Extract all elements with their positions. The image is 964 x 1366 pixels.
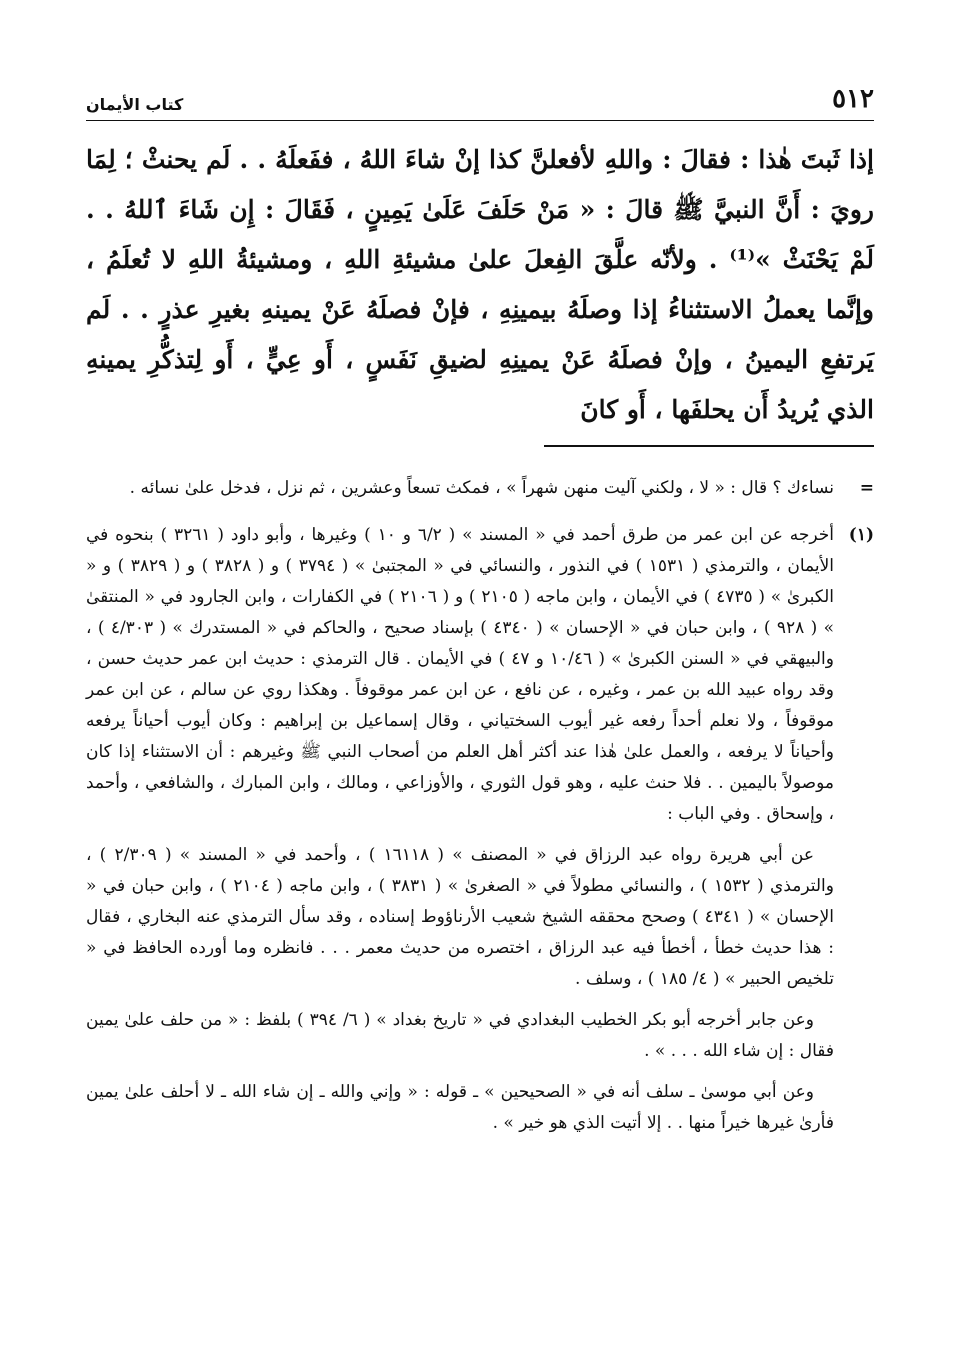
- footnote-paragraph: عن أبي هريرة رواه عبد الرزاق في « المصنف » ( ١٦١١٨ ) ، وأحمد في « المسند » ( ٢/٣٠٩ ) ، والترمذي ( ١٥٣٢ ) ، والنسائي مطولاً في « الصغرىٰ » ( ٣٨٣١ ) ، وابن ماجه ( ٢١٠٤ ) ، وابن حبان في « الإحسان » ( ٤٣٤١ ) وصحح محققه الشيخ شعيب الأرناؤوط إسناده ، وقد سأل الترمذي عنه البخاري ، فقال : هذا حديث خطأ ، أخطأ فيه عبد الرزاق ، اختصره من حديث معمر . . . فانظره وما أورده الحافظ في « تلخيص الحبير » ( ٤/ ١٨٥ ) ، وسلف .: [86, 845, 834, 989]
- footnote-paragraph: وعن أبي موسىٰ ـ سلف أنه في « الصحيحين » ـ قوله : « وإني والله ـ إن شاء الله ـ لا أحلف علىٰ يمين فأرىٰ غيرها خيراً منها . . إلا أتيت الذي هو خير » .: [86, 1082, 834, 1133]
- footnote-mark: (١): [848, 525, 874, 545]
- page-number: ٥١٢: [832, 84, 874, 114]
- footnote-mark: =: [859, 478, 874, 498]
- section-lead: إذا ثَبتَ هٰذا :: [740, 145, 874, 174]
- running-title: كتاب الأيمان: [86, 95, 184, 114]
- book-page: [86, 80, 874, 1155]
- footnotes: [86, 473, 874, 1149]
- footnote-body: [86, 473, 834, 514]
- footnote-paragraph: نساءك ؟ قال : « لا ، ولكني آليت منهن شهراً » ، فمكث تسعاً وعشرين ، ثم نزل ، فدخل علىٰ نسائه .: [129, 478, 834, 498]
- footnote-separator: [544, 445, 874, 447]
- footnote-1: [86, 520, 874, 1149]
- page-header: [86, 80, 874, 121]
- main-text: [86, 135, 874, 435]
- footnote-paragraph: وعن جابر أخرجه أبو بكر الخطيب البغدادي في « تاريخ بغداد » ( ٦/ ٣٩٤ ) بلفظ : « من حلف علىٰ يمين فقال : إن شاء الله . . . » .: [86, 1010, 834, 1061]
- footnote-continued: [86, 473, 874, 514]
- main-body: فقالَ : واللهِ لأفعلنَّ كذا إنْ شاءَ اللهُ ، ففَعلَهُ . . لَم يحنثْ ؛ لِمَا رويَ : أَنَّ النبيَّ ﷺ قالَ : « مَنْ حَلَفَ عَلَىٰ يَمِينٍ ، فَقَالَ : إِن شَاءَ ٱللهُ . . لَمْ يَحْنَثْ »⁽¹⁾ . ولأنّه علَّقَ الفِعلَ علىٰ مشيئةِ اللهِ ، ومشيئةُ اللهِ لا تُعلَمُ ، وإنَّما يعملُ الاستثناءُ إذا وصلَهُ بيمينِهِ ، فإنْ فصلَهُ عَنْ يمينهِ بغيرِ عذرٍ . . لَم يَرتفعِ اليمينُ ، وإنْ فصلَهُ عَنْ يمينِهِ لضيقِ نَفَسٍ ، أَو عِيٍّ ، أَو لِتذكُّرِ يمينهِ الذي يُريدُ أَن يحلفَها ، أَو كانَ: [86, 145, 875, 424]
- footnote-paragraph: أخرجه عن ابن عمر من طرق أحمد في « المسند » ( ٦/٢ و ١٠ ) وغيرها ، وأبو داود ( ٣٢٦١ ) بنحوه في الأيمان ، والترمذي ( ١٥٣١ ) في النذور ، والنسائي في « المجتبىٰ » ( ٣٧٩٤ ) و ( ٣٨٢٨ ) و ( ٣٨٢٩ ) و « الكبرىٰ » ( ٤٧٣٥ ) في الأيمان ، وابن ماجه ( ٢١٠٥ ) و ( ٢١٠٦ ) في الكفارات ، وابن الجارود في « المنتقىٰ » ( ٩٢٨ ) ، وابن حبان في « الإحسان » ( ٤٣٤٠ ) بإسناد صحيح ، والحاكم في « المستدرك » ( ٤/٣٠٣ ) ، والبيهقي في « السنن الكبرىٰ » ( ١٠/٤٦ و ٤٧ ) في الأيمان . قال الترمذي : حديث ابن عمر حديث حسن ، وقد رواه عبيد الله بن عمر ، وغيره ، عن نافع ، عن ابن عمر موقوفاً . وهكذا روي عن سالم ، عن ابن عمر موقوفاً ، ولا نعلم أحداً رفعه غير أيوب السختياني ، وقال إسماعيل بن إبراهيم : وكان أيوب أحياناً يرفعه وأحياناً لا يرفعه ، والعمل علىٰ هٰذا عند أكثر أهل العلم من أصحاب النبي ﷺ وغيرهم : أن الاستثناء إذا كان موصولاً باليمين . . فلا حنث عليه ، وهو قول الثوري ، والأوزاعي ، ومالك ، وابن المبارك ، والشافعي ، وأحمد ، وإسحاق . وفي الباب :: [86, 525, 834, 824]
- footnote-body: [86, 520, 834, 1149]
